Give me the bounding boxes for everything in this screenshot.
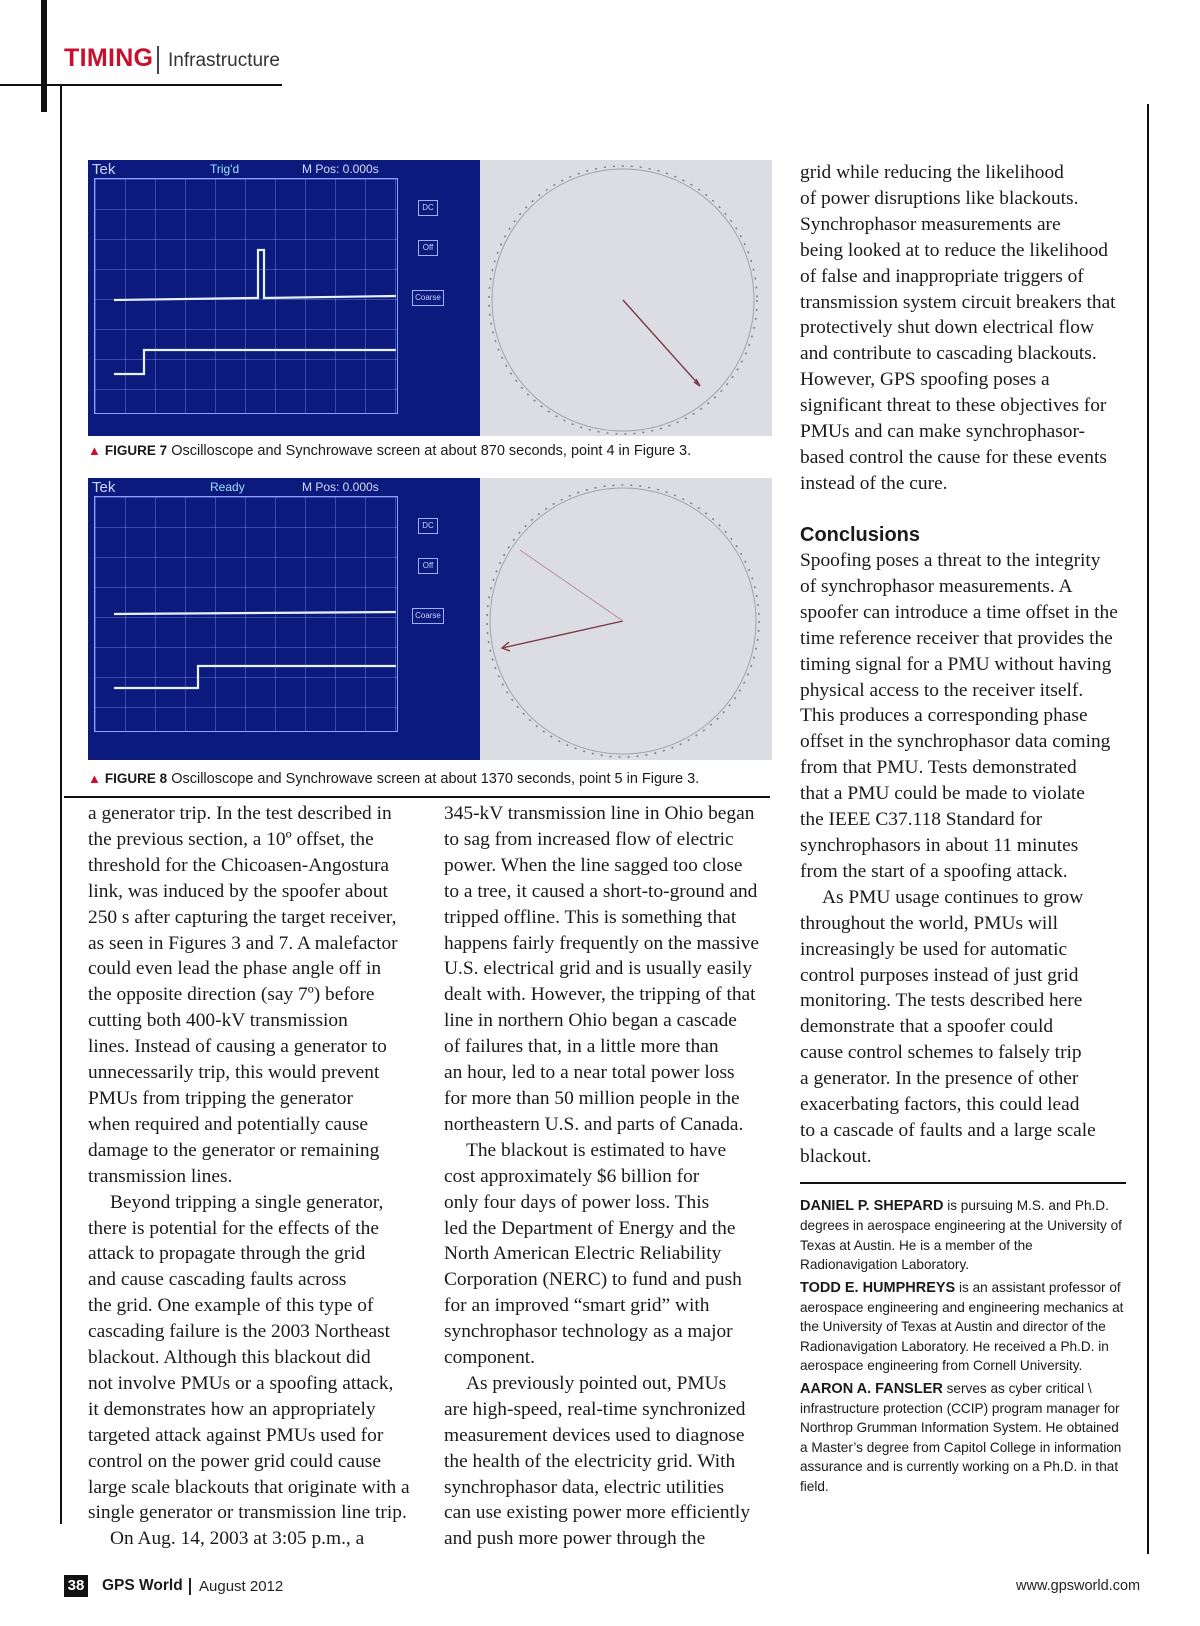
text-line: line in northern Ohio began a cascade <box>444 1010 737 1032</box>
text-line: offset in the synchrophasor data coming <box>800 731 1111 753</box>
text-line: synchrophasors in about 11 minutes <box>800 834 1079 856</box>
author-bios <box>800 1196 1130 1499</box>
text-line: dealt with. However, the tripping of that <box>444 984 756 1006</box>
header-rule <box>0 84 282 86</box>
left-margin-rule <box>60 84 62 1524</box>
author-bio-text: is an assistant professor of aerospace engineering and engineering mechanics at the University of Texas at Austin and director of the Radionavigation Laboratory. He received a Ph.D. in aerospace engineering from Cornell University. <box>800 1279 1124 1374</box>
text-line: blackout. <box>800 1145 872 1167</box>
text-line: based control the cause for these events <box>800 446 1107 468</box>
text-line: threshold for the Chicoasen-Angostura <box>88 854 390 876</box>
text-line: Beyond tripping a single generator, <box>110 1191 384 1213</box>
text-line: it demonstrates how an appropriately <box>88 1398 376 1420</box>
text-line: tripped offline. This is something that <box>444 906 737 928</box>
text-line: spoofer can introduce a time offset in the <box>800 601 1118 623</box>
text-line: measurement devices used to diagnose <box>444 1424 745 1446</box>
text-line: the health of the electricity grid. With <box>444 1450 736 1472</box>
phasor-dial <box>480 478 772 760</box>
paragraph <box>88 801 424 1190</box>
synchrowave-screen <box>480 160 772 436</box>
text-line: the opposite direction (say 7º) before <box>88 984 375 1006</box>
paragraph <box>444 1371 774 1552</box>
text-line: physical access to the receiver itself. <box>800 679 1084 701</box>
synchrowave-screen <box>480 478 772 760</box>
author-name: DANIEL P. SHEPARD <box>800 1198 944 1214</box>
text-line: damage to the generator or remaining <box>88 1139 380 1161</box>
caption-triangle-icon: ▲ <box>88 443 101 458</box>
softkey-dc: DC <box>418 518 438 534</box>
softkey-coarse: Coarse <box>412 290 444 306</box>
softkey-coarse: Coarse <box>412 608 444 624</box>
text-line: synchrophasor data, electric utilities <box>444 1476 724 1498</box>
author-bio <box>800 1379 1130 1496</box>
author-bio-text: is pursuing M.S. and Ph.D. degrees in aerospace engineering at the University of Texas at Austin. He is a member of the Radionavigation Laboratory. <box>800 1198 1122 1273</box>
text-line: can use existing power more efficiently <box>444 1502 751 1524</box>
paragraph <box>88 1190 424 1527</box>
figure-8-image <box>88 478 772 760</box>
scope-mpos: M Pos: 0.000s <box>302 162 379 176</box>
text-line: time reference receiver that provides the <box>800 627 1113 649</box>
text-line: attack to propagate through the grid <box>88 1243 366 1265</box>
header-bar <box>41 0 47 112</box>
text-line: being looked at to reduce the likelihood <box>800 239 1109 261</box>
text-line: are high-speed, real-time synchronized <box>444 1398 746 1420</box>
text-line: that a PMU could be made to violate <box>800 783 1085 805</box>
figure-8-number: FIGURE 8 <box>104 771 168 786</box>
text-line: unnecessarily trip, this would prevent <box>88 1062 380 1084</box>
figure-8-caption-text: Oscilloscope and Synchrowave screen at about 1370 seconds, point 5 in Figure 3. <box>171 771 700 787</box>
text-line: and push more power through the <box>444 1528 706 1550</box>
caption-triangle-icon: ▲ <box>88 771 101 786</box>
figure-8-caption <box>88 771 699 787</box>
text-line: of power disruptions like blackouts. <box>800 187 1079 209</box>
paragraph <box>444 801 774 1138</box>
text-line: timing signal for a PMU without having <box>800 653 1112 675</box>
text-line: cascading failure is the 2003 Northeast <box>88 1321 391 1343</box>
text-line: from that PMU. Tests demonstrated <box>800 757 1077 779</box>
paragraph <box>800 885 1135 1170</box>
text-line: not involve PMUs or a spoofing attack, <box>88 1372 394 1394</box>
figure-7-caption-text: Oscilloscope and Synchrowave screen at about 870 seconds, point 4 in Figure 3. <box>171 443 692 459</box>
scope-header <box>88 478 480 496</box>
text-line: North American Electric Reliability <box>444 1243 722 1265</box>
text-line: when required and potentially cause <box>88 1113 368 1135</box>
text-line: cause control schemes to falsely trip <box>800 1042 1082 1064</box>
text-line: control purposes instead of just grid <box>800 964 1079 986</box>
paragraph <box>800 548 1135 885</box>
text-line: for more than 50 million people in the <box>444 1087 740 1109</box>
text-line: the grid. One example of this type of <box>88 1295 374 1317</box>
scope-status: Ready <box>210 480 245 494</box>
text-line: 250 s after capturing the target receiver, <box>88 906 397 928</box>
oscilloscope-screen <box>88 478 480 760</box>
issue-date: August 2012 <box>199 1578 284 1595</box>
softkey-off: Off <box>418 240 438 256</box>
text-line: As PMU usage continues to grow <box>822 886 1084 908</box>
text-line: only four days of power loss. This <box>444 1191 710 1213</box>
text-line: instead of the cure. <box>800 472 948 494</box>
text-line: large scale blackouts that originate with a <box>88 1476 410 1498</box>
scope-header <box>88 160 480 178</box>
scope-brand: Tek <box>92 161 116 178</box>
text-line: a generator. In the presence of other <box>800 1068 1079 1090</box>
text-line: cost approximately $6 billion for <box>444 1165 700 1187</box>
website-link[interactable]: www.gpsworld.com <box>1016 1578 1141 1594</box>
right-margin-rule <box>1147 104 1149 1554</box>
conclusions-heading: Conclusions <box>800 524 921 546</box>
text-line: The blackout is estimated to have <box>466 1139 727 1161</box>
text-line: grid while reducing the likelihood <box>800 162 1064 183</box>
text-line: single generator or transmission line trip. <box>88 1502 407 1524</box>
text-line: blackout. Although this blackout did <box>88 1347 371 1369</box>
text-line: PMUs and can make synchrophasor- <box>800 421 1086 443</box>
text-line: U.S. electrical grid and is usually easily <box>444 958 753 980</box>
author-name: TODD E. HUMPHREYS <box>800 1279 956 1296</box>
text-line: led the Department of Energy and the <box>444 1217 736 1239</box>
text-line: lines. Instead of causing a generator to <box>88 1036 387 1058</box>
body-column-1 <box>88 801 424 1552</box>
text-line: could even lead the phase angle off in <box>88 958 382 980</box>
text-line: protectively shut down electrical flow <box>800 317 1094 339</box>
text-line: control on the power grid could cause <box>88 1450 381 1472</box>
text-line: transmission system circuit breakers that <box>800 291 1116 313</box>
text-line: to a cascade of faults and a large scale <box>800 1119 1096 1141</box>
text-line: link, was induced by the spoofer about <box>88 880 388 902</box>
text-line: happens fairly frequently on the massive <box>444 932 760 954</box>
body-column-3-top <box>800 160 1135 497</box>
text-line: an hour, led to a near total power loss <box>444 1062 735 1084</box>
text-line: However, GPS spoofing poses a <box>800 369 1050 391</box>
scope-status: Trig'd <box>210 162 240 176</box>
text-line: PMUs from tripping the generator <box>88 1087 353 1109</box>
text-line: of failures that, in a little more than <box>444 1036 719 1058</box>
text-line: component. <box>444 1347 536 1369</box>
softkey-dc: DC <box>418 200 438 216</box>
text-line: for an improved “smart grid” with <box>444 1295 710 1317</box>
header-separator <box>157 46 159 74</box>
text-line: On Aug. 14, 2003 at 3:05 p.m., a <box>110 1528 365 1550</box>
text-line: significant threat to these objectives for <box>800 395 1107 417</box>
paragraph <box>88 1526 424 1552</box>
text-line: power. When the line sagged too close <box>444 854 743 876</box>
scope-traces <box>94 178 396 412</box>
text-line: and contribute to cascading blackouts. <box>800 343 1097 365</box>
figure-7-caption <box>88 443 691 459</box>
paragraph <box>444 1138 774 1371</box>
text-line: the IEEE C37.118 Standard for <box>800 809 1043 831</box>
text-line: synchrophasor technology as a major <box>444 1321 733 1343</box>
text-line: exacerbating factors, this could lead <box>800 1094 1080 1116</box>
section-subtitle: Infrastructure <box>168 50 280 71</box>
body-column-2 <box>444 801 774 1552</box>
section-title: TIMING <box>64 44 154 72</box>
text-line: This produces a corresponding phase <box>800 705 1088 727</box>
figure-7-number: FIGURE 7 <box>104 443 168 458</box>
text-line: of false and inappropriate triggers of <box>800 265 1084 287</box>
scope-traces <box>94 496 396 730</box>
text-line: Corporation (NERC) to fund and push <box>444 1269 742 1291</box>
text-line: monitoring. The tests described here <box>800 990 1083 1012</box>
text-line: northeastern U.S. and parts of Canada. <box>444 1113 744 1135</box>
text-line: of synchrophasor measurements. A <box>800 575 1073 597</box>
phasor-dial <box>480 160 772 436</box>
footer-separator <box>189 1578 191 1595</box>
figure-7-image <box>88 160 772 436</box>
scope-mpos: M Pos: 0.000s <box>302 480 379 494</box>
text-line: from the start of a spoofing attack. <box>800 860 1068 882</box>
figure-rule <box>64 796 770 798</box>
text-line: demonstrate that a spoofer could <box>800 1016 1054 1038</box>
text-line: the previous section, a 10º offset, the <box>88 828 374 850</box>
text-line: and cause cascading faults across <box>88 1269 347 1291</box>
text-line: to sag from increased flow of electric <box>444 828 734 850</box>
text-line: increasingly be used for automatic <box>800 938 1068 960</box>
text-line: Synchrophasor measurements are <box>800 213 1061 235</box>
author-bio <box>800 1278 1130 1376</box>
body-column-3-conclusions <box>800 548 1135 1170</box>
scope-brand: Tek <box>92 479 116 496</box>
bio-rule <box>800 1182 1126 1184</box>
author-bio-text: serves as cyber critical \ infrastructure protection (CCIP) program manager for Northrop Grumman Information System. He obtained a Master’s degree from Capitol College in information assurance and is currently working on a Ph.D. in that field. <box>800 1380 1122 1494</box>
text-line: targeted attack against PMUs used for <box>88 1424 384 1446</box>
text-line: there is potential for the effects of the <box>88 1217 379 1239</box>
page-number: 38 <box>64 1575 88 1597</box>
author-bio <box>800 1196 1130 1275</box>
softkey-off: Off <box>418 558 438 574</box>
author-name: AARON A. FANSLER <box>800 1380 943 1397</box>
paragraph <box>800 160 1135 497</box>
text-line: throughout the world, PMUs will <box>800 912 1059 934</box>
publication-name: GPS World <box>102 1577 183 1594</box>
text-line: to a tree, it caused a short-to-ground and <box>444 880 758 902</box>
text-line: 345-kV transmission line in Ohio began <box>444 803 755 824</box>
text-line: Spoofing poses a threat to the integrity <box>800 550 1101 571</box>
text-line: as seen in Figures 3 and 7. A malefactor <box>88 932 398 954</box>
text-line: As previously pointed out, PMUs <box>466 1372 727 1394</box>
text-line: transmission lines. <box>88 1165 233 1187</box>
oscilloscope-screen <box>88 160 480 436</box>
text-line: cutting both 400-kV transmission <box>88 1010 348 1032</box>
text-line: a generator trip. In the test described in <box>88 803 392 824</box>
